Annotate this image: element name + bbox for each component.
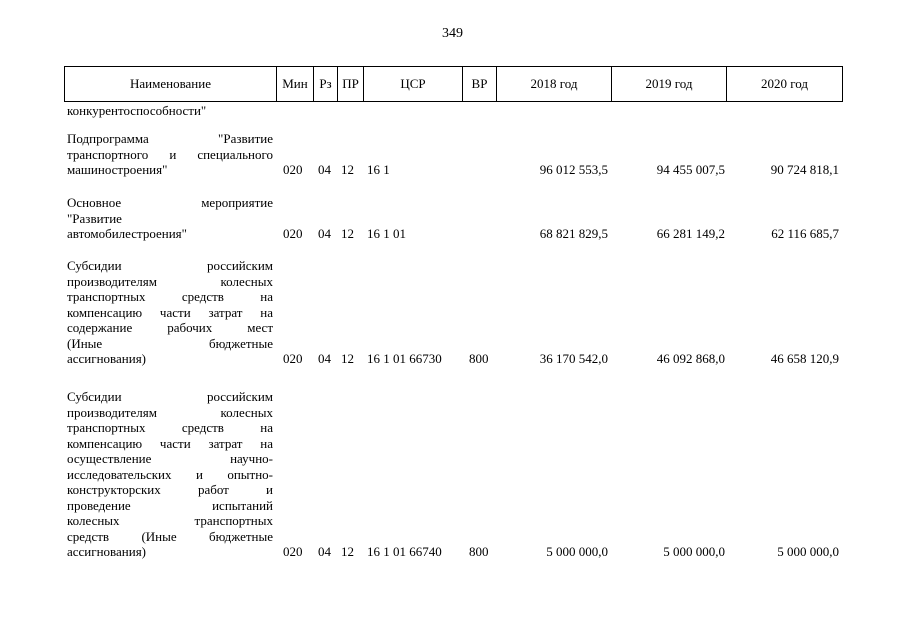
header-vr: ВР: [463, 67, 497, 101]
row-name-line: конструкторских работ и: [67, 482, 273, 497]
cell-y2020: 90 724 818,1: [770, 162, 839, 177]
header-pr: ПР: [338, 67, 364, 101]
cell-rz: 04: [318, 162, 331, 177]
row-name: [67, 131, 273, 178]
row-name-line: компенсацию части затрат на: [67, 304, 273, 320]
row-name-line: исследовательских и опытно-: [67, 466, 273, 482]
row-name-line: средств (Иные бюджетные: [67, 528, 273, 544]
header-2018: 2018 год: [497, 67, 612, 101]
cell-pr: 12: [341, 162, 354, 177]
row-name-line: транспортного и специального: [67, 146, 273, 162]
row-name-line: ассигнования): [67, 544, 147, 559]
row-name-line: производителям колесных: [67, 273, 273, 289]
header-min: Мин: [277, 67, 314, 101]
cell-csr: 16 1 01 66730: [367, 351, 442, 366]
cell-min: 020: [283, 544, 303, 559]
row-name-line: машиностроения": [67, 162, 168, 177]
cell-y2019: 66 281 149,2: [656, 226, 725, 241]
row-name-line: содержание рабочих мест: [67, 320, 273, 335]
cell-min: 020: [283, 351, 303, 366]
row-name-line: "Развитие: [67, 210, 122, 226]
cell-y2020: 46 658 120,9: [770, 351, 839, 366]
row-name-line: осуществление научно-: [67, 451, 273, 466]
cell-min: 020: [283, 226, 303, 241]
table-header: [64, 66, 843, 102]
cell-y2018: 68 821 829,5: [539, 226, 608, 241]
cell-vr: 800: [469, 544, 489, 559]
cell-pr: 12: [341, 544, 354, 559]
cell-y2020: 5 000 000,0: [777, 544, 839, 559]
cell-min: 020: [283, 162, 303, 177]
cell-csr: 16 1 01: [367, 226, 406, 241]
cell-y2019: 94 455 007,5: [656, 162, 725, 177]
carryover-text: конкурентоспособности": [67, 103, 207, 118]
row-name-line: транспортных средств на: [67, 289, 273, 304]
cell-y2020: 62 116 685,7: [771, 226, 839, 241]
row-name-line: колесных транспортных: [67, 513, 273, 528]
cell-y2018: 96 012 553,5: [539, 162, 608, 177]
cell-csr: 16 1 01 66740: [367, 544, 442, 559]
cell-y2019: 5 000 000,0: [663, 544, 725, 559]
cell-y2019: 46 092 868,0: [656, 351, 725, 366]
cell-y2018: 36 170 542,0: [539, 351, 608, 366]
cell-pr: 12: [341, 351, 354, 366]
cell-rz: 04: [318, 226, 331, 241]
row-name-line: проведение испытаний: [67, 497, 273, 513]
row-name-line: автомобилестроения": [67, 226, 187, 241]
cell-pr: 12: [341, 226, 354, 241]
row-name: [67, 195, 273, 242]
row-name-line: компенсацию части затрат на: [67, 435, 273, 451]
cell-rz: 04: [318, 544, 331, 559]
cell-y2018: 5 000 000,0: [546, 544, 608, 559]
page-number: 349: [442, 26, 463, 41]
row-name-line: Субсидии российским: [67, 389, 273, 404]
row-name: [67, 389, 273, 560]
row-name-line: Субсидии российским: [67, 258, 273, 273]
header-rz: Рз: [314, 67, 338, 101]
row-name-line: ассигнования): [67, 351, 147, 366]
row-name-line: (Иные бюджетные: [67, 335, 273, 351]
header-2019: 2019 год: [612, 67, 727, 101]
header-2020: 2020 год: [761, 76, 808, 91]
cell-rz: 04: [318, 351, 331, 366]
cell-vr: 800: [469, 351, 489, 366]
row-name-line: производителям колесных: [67, 404, 273, 420]
row-name-line: Основное мероприятие: [67, 195, 273, 210]
row-name-line: Подпрограмма "Развитие: [67, 131, 273, 146]
cell-csr: 16 1: [367, 162, 390, 177]
header-name: Наименование: [65, 67, 277, 101]
row-name: [67, 258, 273, 367]
row-name-line: транспортных средств на: [67, 420, 273, 435]
header-csr: ЦСР: [364, 67, 463, 101]
